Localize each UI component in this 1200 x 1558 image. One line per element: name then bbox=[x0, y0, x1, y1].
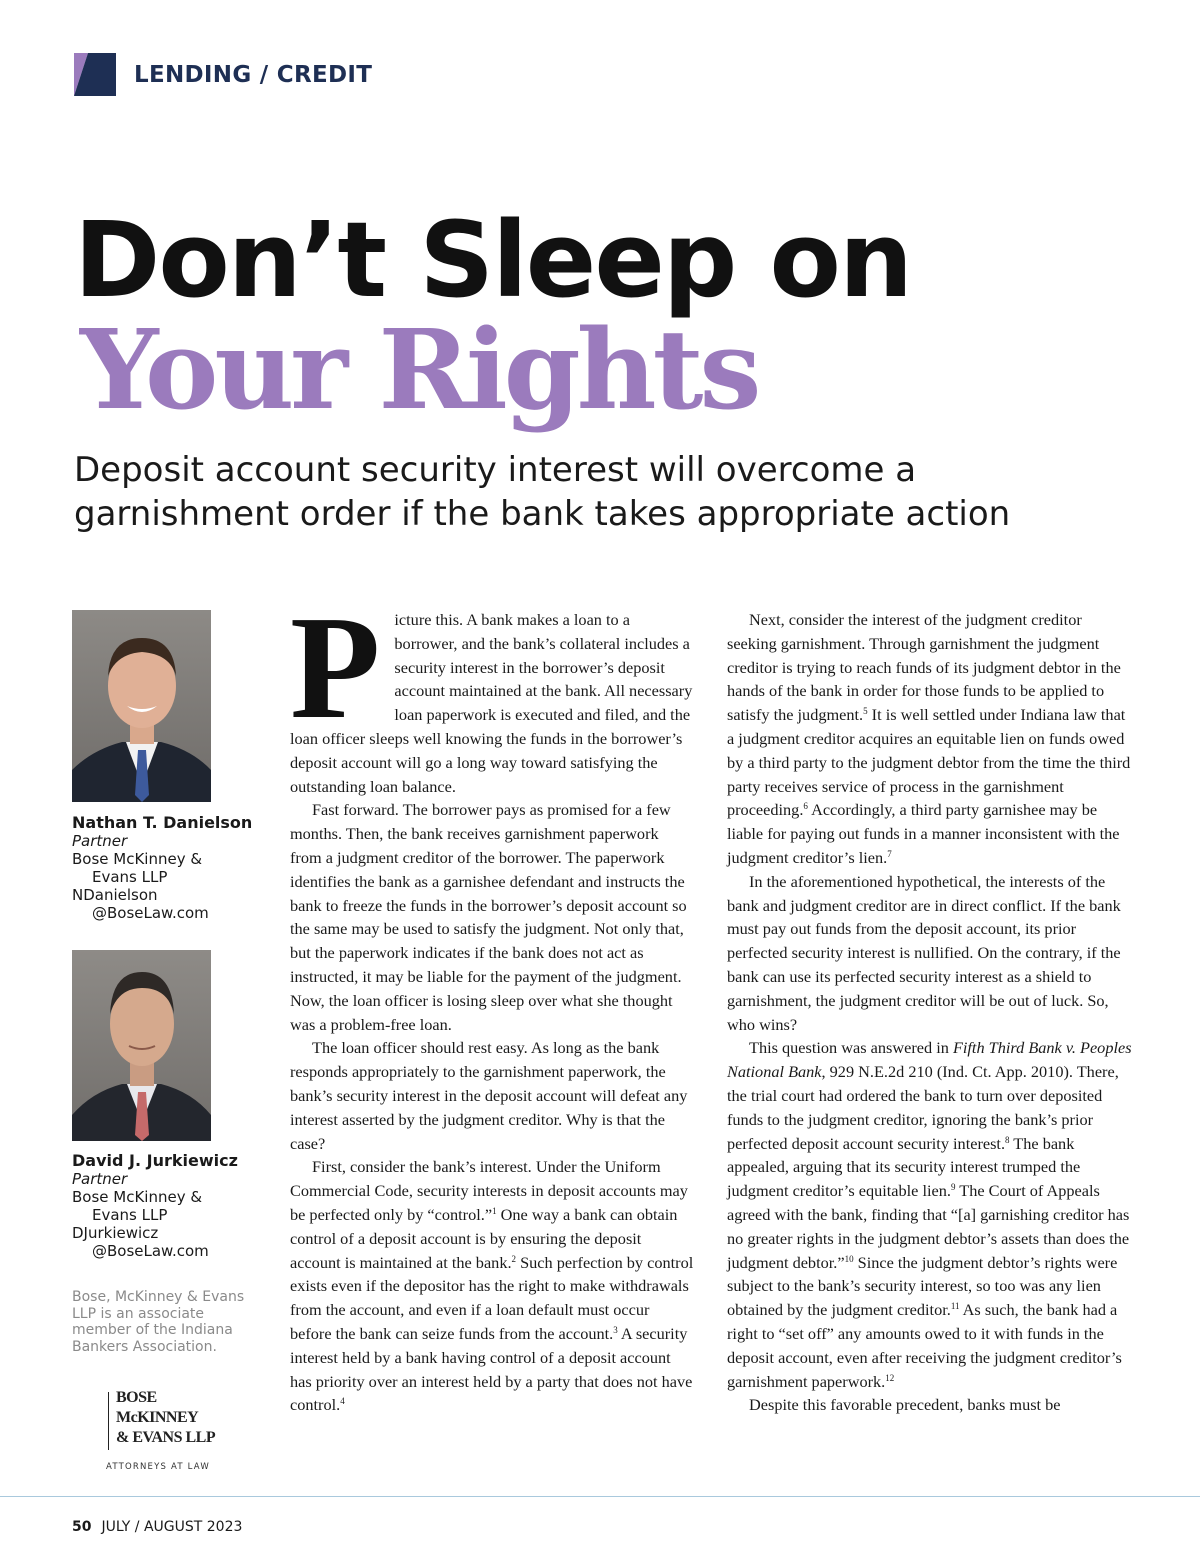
author-name: David J. Jurkiewicz bbox=[72, 1151, 238, 1170]
logo-tagline: ATTORNEYS AT LAW bbox=[106, 1462, 210, 1472]
author-name: Nathan T. Danielson bbox=[72, 813, 253, 832]
article-paragraph: Picture this. A bank makes a loan to a borrower, and the bank’s collateral includes a security interest in the borrower’s deposit account maintained at the bank. All necessary loan paperwork is executed and filed, and the loan officer sleeps well knowing the funds in the borrower’s deposit account will go a long way toward satisfying the outstanding loan balance. bbox=[290, 586, 693, 796]
headline-line-2: Your Rights bbox=[80, 305, 758, 434]
author-photo-jurkiewicz bbox=[72, 950, 211, 1141]
footnote-ref: 5 bbox=[863, 706, 868, 717]
page-footer bbox=[72, 1519, 242, 1535]
association-note: Bose, McKinney & Evans LLP is an associate member of the Indiana Bankers Association. bbox=[72, 1289, 245, 1355]
article-paragraph: In the aforementioned hypothetical, the interests of the bank and judgment creditor are in direct conflict. If the bank must pay out funds from the deposit account, its prior perfected security interest is nullified. On the contrary, if the bank can use its perfected security interest as a shield to garnishment, the judgment creditor will be out of luck. So, who wins? bbox=[727, 871, 1121, 1034]
footnote-ref: 10 bbox=[844, 1253, 854, 1264]
author-firm: Bose McKinney & Evans LLP bbox=[72, 850, 203, 886]
issue-date: JULY / AUGUST 2023 bbox=[101, 1519, 243, 1535]
author-firm: Bose McKinney & Evans LLP bbox=[72, 1188, 203, 1224]
footnote-ref: 11 bbox=[950, 1301, 960, 1312]
footnote-ref: 2 bbox=[511, 1253, 517, 1264]
footer-rule bbox=[0, 1496, 1200, 1497]
logo-rule bbox=[108, 1392, 109, 1450]
article-column-2 bbox=[727, 608, 1132, 1417]
author-title: Partner bbox=[72, 832, 128, 850]
author-photo-danielson bbox=[72, 610, 211, 802]
case-citation: Fifth Third Bank v. Peoples National Bank bbox=[727, 1038, 1132, 1082]
article-column-1 bbox=[290, 586, 694, 1417]
article-paragraph: Fast forward. The borrower pays as promised for a few months. Then, the bank receives garnishment paperwork from a judgment creditor of the borrower. The paperwork identifies the bank as a garnishee defendant and instructs the bank to freeze the funds in the borrower’s deposit account so the same may be used to satisfy the judgment. Not only that, but the paperwork indicates if the bank does not act as instructed, it may be liable for the payment of the judgment. Now, the loan officer is losing sleep over what she thought was a problem-free loan. bbox=[290, 800, 687, 1034]
headline-line-1: Don’t Sleep on bbox=[74, 199, 912, 321]
footnote-ref: 12 bbox=[885, 1372, 895, 1383]
subheadline: Deposit account security interest will overcome a garnishment order if the bank takes appropriate action bbox=[74, 450, 1011, 534]
author-card-danielson bbox=[72, 814, 262, 922]
footnote-ref: 1 bbox=[492, 1205, 497, 1216]
article-paragraph: Despite this favorable precedent, banks must be bbox=[749, 1395, 1061, 1415]
author-email[interactable]: NDanielson @BoseLaw.com bbox=[72, 886, 209, 922]
section-label: LENDING / CREDIT bbox=[134, 61, 373, 88]
article-paragraph: The loan officer should rest easy. As long as the bank responds appropriately to the garnishment paperwork, the bank’s security interest in the deposit account will defeat any interest asserted by the judgment creditor. Why is that the case? bbox=[290, 1038, 688, 1153]
article-paragraph: First, consider the bank’s interest. Under the Uniform Commercial Code, security interests in deposit accounts may be perfected only by “control.”$^1$ One way a bank can obtain control of a deposit account is by ensuring the deposit account is maintained at the bank.$^2$ Such perfection by control exists even if the depositor has the right to make withdrawals from the account, and even if a loan default must occur before the bank can seize funds from the account.$^3$ A security interest held by a bank having control of a deposit account has priority over an interest held by a party that does not have control.$^4$ bbox=[290, 1157, 694, 1415]
article-paragraph: This question was answered in Fifth Third Bank v. Peoples National Bank, 929 N.E.2d 210 (Ind. Ct. App. 2010). There, the trial court had ordered the bank to turn over deposited funds to the judgment creditor, ignoring the bank’s prior perfected deposit account security interest.$^8$ The bank appealed, arguing that its security interest trumped the judgment creditor’s equitable lien.$^9$ The Court of Appeals agreed with the bank, finding that “[a] garnishing creditor has no greater rights in the judgment debtor’s assets than does the judgment debtor.”$^{10}$ Since the judgment debtor’s rights were subject to the bank’s security interest, so too was any lien obtained by the judgment creditor.$^{11}$ As such, the bank had a right to “set off” any amounts owed to it with funds in the deposit account, even after receiving the judgment creditor’s garnishment paperwork.$^{12}$ bbox=[727, 1038, 1132, 1391]
footnote-ref: 6 bbox=[803, 801, 808, 812]
article-paragraph: Next, consider the interest of the judgment creditor seeking garnishment. Through garnishment the judgment creditor is trying to reach funds of its judgment debtor in the hands of the bank in order for those funds to be applied to satisfy the judgment.$^5$ It is well settled under Indiana law that a judgment creditor acquires an equitable lien on funds owed by a third party to the judgment debtor from the time the third party receives service of process in the garnishment proceeding.$^6$ Accordingly, a third party garnishee may be liable for paying out funds in a manner inconsistent with the judgment creditor’s lien.$^7$ bbox=[727, 610, 1131, 867]
footnote-ref: 9 bbox=[950, 1182, 956, 1193]
author-email[interactable]: DJurkiewicz @BoseLaw.com bbox=[72, 1224, 209, 1260]
footnote-ref: 8 bbox=[1005, 1134, 1010, 1145]
author-title: Partner bbox=[72, 1170, 128, 1188]
footnote-ref: 7 bbox=[887, 848, 892, 859]
logo-wordmark: BOSE McKINNEY & EVANS LLP bbox=[116, 1389, 216, 1446]
footnote-ref: 3 bbox=[613, 1324, 618, 1335]
section-mark-icon bbox=[74, 53, 116, 96]
section-tag bbox=[74, 53, 372, 96]
author-card-jurkiewicz bbox=[72, 1152, 262, 1260]
footnote-ref: 4 bbox=[340, 1396, 345, 1407]
page-number: 50 bbox=[72, 1519, 92, 1535]
drop-cap: P bbox=[290, 586, 381, 750]
